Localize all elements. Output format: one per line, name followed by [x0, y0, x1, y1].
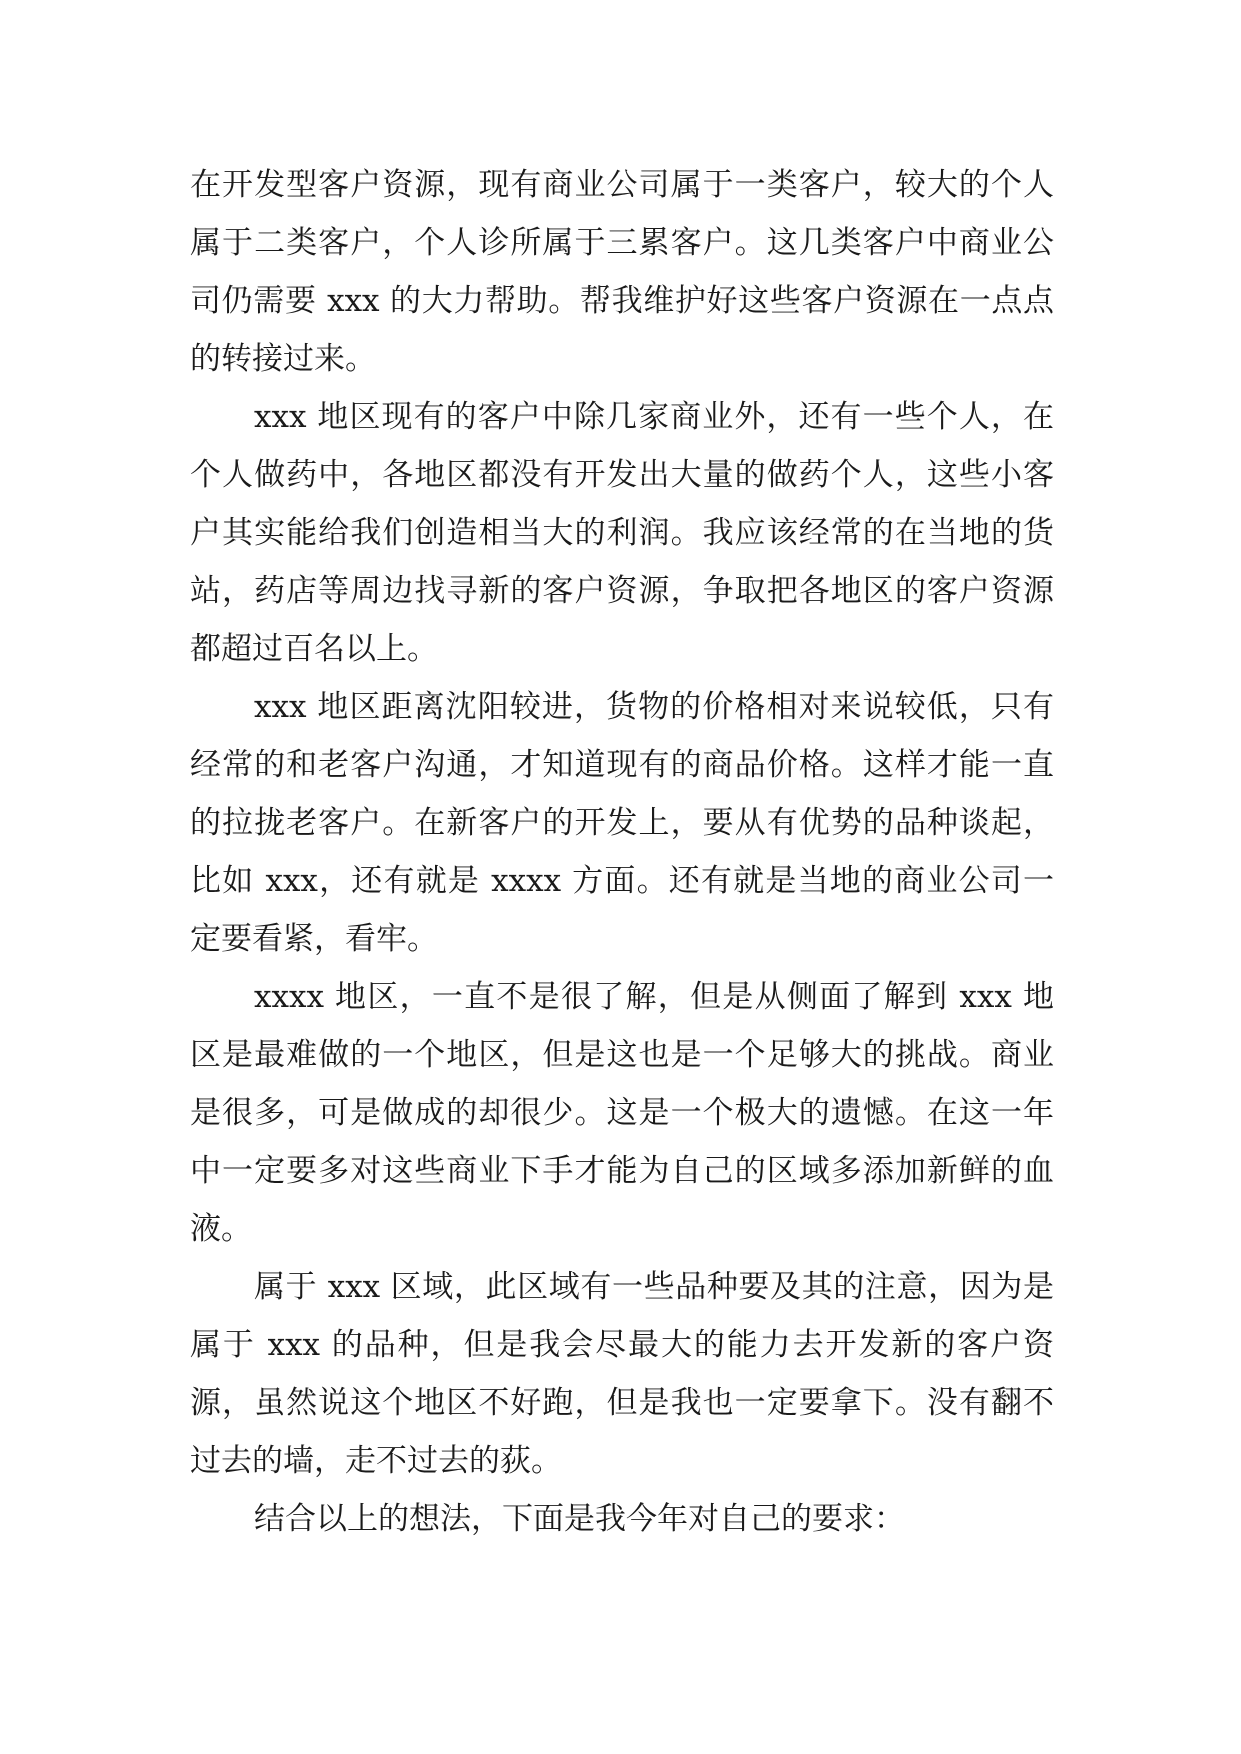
paragraph-summary-intro: 结合以上的想法，下面是我今年对自己的要求：: [254, 1501, 905, 1537]
paragraph-continued: 在开发型客户资源，现有商业公司属于一类客户，较大的个人属于二类客户，个人诊所属于三累客户。这几类客户中商业公司仍需要 xxx 的大力帮助。帮我维护好这些客户资源在一点点的转接过来。: [190, 167, 1054, 377]
paragraph-region-4: 属于 xxx 区域，此区域有一些品种要及其的注意，因为是属于 xxx 的品种，但是我会尽最大的能力去开发新的客户资源，虽然说这个地区不好跑，但是我也一定要拿下。没有翻不过去的墙，走不过去的荻。: [190, 1269, 1054, 1479]
paragraph-region-1: xxx 地区现有的客户中除几家商业外，还有一些个人，在个人做药中，各地区都没有开发出大量的做药个人，这些小客户其实能给我们创造相当大的利润。我应该经常的在当地的货站，药店等周边找寻新的客户资源，争取把各地区的客户资源都超过百名以上。: [190, 399, 1054, 667]
paragraph-region-2: xxx 地区距离沈阳较进，货物的价格相对来说较低，只有经常的和老客户沟通，才知道现有的商品价格。这样才能一直的拉拢老客户。在新客户的开发上，要从有优势的品种谈起，比如 xxx，还有就是 xxxx 方面。还有就是当地的商业公司一定要看紧，看牢。: [190, 689, 1054, 957]
document-page: [190, 156, 1054, 1548]
paragraph-region-3: xxxx 地区，一直不是很了解，但是从侧面了解到 xxx 地区是最难做的一个地区，但是这也是一个足够大的挑战。商业是很多，可是做成的却很少。这是一个极大的遗憾。在这一年中一定要多对这些商业下手才能为自己的区域多添加新鲜的血液。: [190, 979, 1054, 1247]
